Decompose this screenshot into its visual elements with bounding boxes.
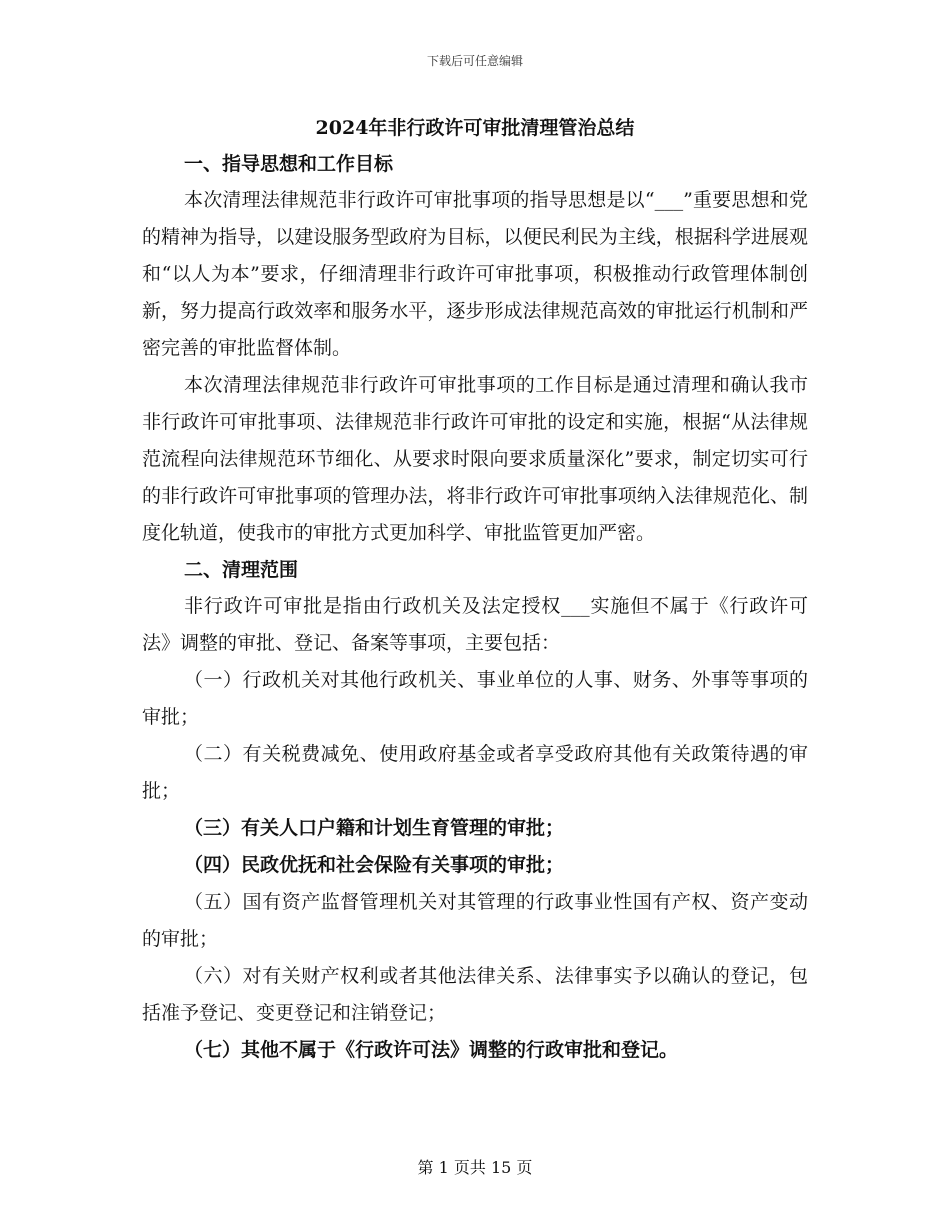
- page-header: 下载后可任意编辑: [426, 54, 523, 68]
- scope-item-4: （四）民政优抚和社会保险有关事项的审批；: [184, 854, 565, 876]
- paragraph-scope-intro: 非行政许可审批是指由行政机关及法定授权___实施但不属于《行政许可法》调整的审批、登记、备案等事项，主要包括：: [142, 595, 808, 654]
- scope-item-5: （五）国有资产监督管理机关对其管理的行政事业性国有产权、资产变动的审批；: [142, 891, 808, 950]
- page-footer: 第 1 页共 15 页: [417, 1158, 533, 1177]
- section-heading-1: 一、指导思想和工作目标: [184, 153, 394, 175]
- document-body: [142, 110, 808, 1069]
- scope-item-3: （三）有关人口户籍和计划生育管理的审批；: [184, 817, 565, 839]
- scope-item-1: （一）行政机关对其他行政机关、事业单位的人事、财务、外事等事项的审批；: [142, 669, 808, 728]
- section-heading-2: 二、清理范围: [184, 559, 299, 581]
- scope-item-7: （七）其他不属于《行政许可法》调整的行政审批和登记。: [184, 1039, 679, 1061]
- paragraph-work-goal: 本次清理法律规范非行政许可审批事项的工作目标是通过清理和确认我市非行政许可审批事项、法律规范非行政许可审批的设定和实施，根据“从法律规范流程向法律规范环节细化、从要求时限向要求质量深化”要求，制定切实可行的非行政许可审批事项的管理办法，将非行政许可审批事项纳入法律规范化、制度化轨道，使我市的审批方式更加科学、审批监管更加严密。: [142, 374, 808, 544]
- scope-item-2: （二）有关税费减免、使用政府基金或者享受政府其他有关政策待遇的审批；: [142, 743, 808, 802]
- paragraph-guiding-thought: 本次清理法律规范非行政许可审批事项的指导思想是以“___”重要思想和党的精神为指导，以建设服务型政府为目标，以便民利民为主线，根据科学进展观和“以人为本”要求，仔细清理非行政许可审批事项，积极推动行政管理体制创新，努力提高行政效率和服务水平，逐步形成法律规范高效的审批运行机制和严密完善的审批监督体制。: [142, 189, 808, 359]
- document-title: 2024年非行政许可审批清理管治总结: [315, 117, 635, 139]
- scope-item-6: （六）对有关财产权利或者其他法律关系、法律事实予以确认的登记，包括准予登记、变更登记和注销登记；: [142, 965, 808, 1024]
